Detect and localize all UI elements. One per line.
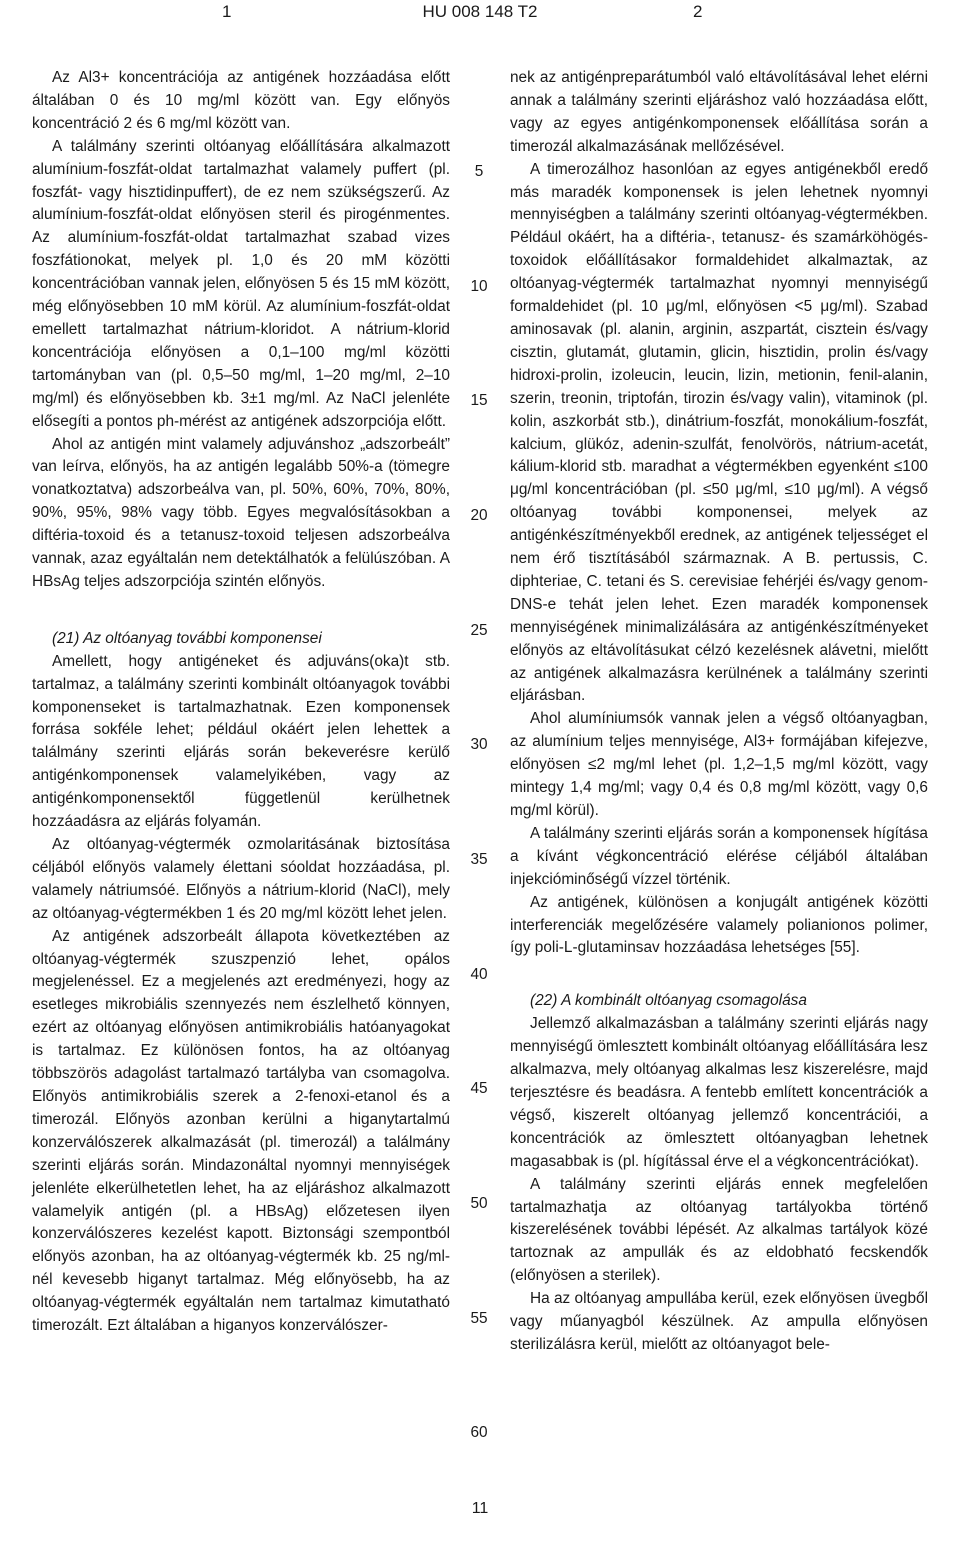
- line-number: 10: [470, 278, 488, 295]
- line-number: 60: [470, 1424, 488, 1441]
- paragraph: Az oltóanyag-végtermék ozmolaritásának biztosítása céljából előnyös valamely élettani sóoldat hozzáadása, pl. valamely nátriumsóé. Előnyös a nátrium-klorid (NaCl), mely az oltóanyag-végtermékben 1 és 20 mg/ml között lehet jelen.: [32, 836, 450, 922]
- header-left-page-number: 1: [222, 2, 232, 21]
- section-heading: (21) Az oltóanyag további komponensei: [52, 629, 322, 647]
- line-number: 40: [470, 966, 488, 983]
- line-number: 55: [470, 1310, 488, 1327]
- paragraph: Az antigének adszorbeált állapota következtében az oltóanyag-végtermék szuszpenzió lehet, opálos megjelenéssel. Ez a megjelenés azt eredményezi, hogy az esetleges mikrobiális szennyezés nem észlelhető könnyen, ezért az oltóanyag előnyösen antimikrobiális hatóanyagokat is tartalmaz. Ez különösen fontos, ha az oltóanyag többszörös adagolást tartalmazó tartályba van csomagolva. Előnyös antimikrobiális szerek a 2-fenoxi-etanol és a timerozál. Előnyös azonban kerülni a higanytartalmú konzerválószerek alkalmazását (pl. timerozál) a találmány szerinti eljárás során. Mindazonáltal nyomnyi mennyiségek jelenléte elkerülhetetlen lehet, ha az eljáráshoz alkalmazott valamelyik antigén (pl. a HBsAg) előzetesen ilyen konzerválószeres kezelést kapott. Biztonsági szempontból előnyös azonban, ha az oltóanyag-végtermék kb. 25 ng/ml-nél kevesebb higanyt tartalmaz. Még előnyösebb, ha az oltóanyag-végtermék egyáltalán nem tartalmaz kimutatható timerozált. Ezt általában a higanyos konzerválószer-: [32, 927, 450, 1335]
- page-number: 11: [471, 1500, 489, 1517]
- paragraph: A találmány szerinti oltóanyag előállítására alkalmazott alumínium-foszfát-oldat tartalmazhat valamely puffert (pl. foszfát- vagy hisztidinpuffert), de ez nem szükségszerű. Az alumínium-foszfát-oldat előnyösen steril és pirogénmentes. Az alumínium-foszfát-oldat tartalmazhat szabad vizes foszfátionokat, melyek pl. 1,0 és 20 mM közötti koncentrációban vannak jelen, előnyösen 5 és 15 mM között, még előnyösebben 10 mM körül. Az alumínium-foszfát-oldat emellett tartalmazhat nátrium-kloridot. A nátrium-klorid koncentrációja előnyösen a 0,1–100 mg/ml közötti tartományban van (pl. 0,5–50 mg/ml, 1–20 mg/ml, 2–10 mg/ml) és előnyösebben kb. 3±1 mg/ml. Az NaCl jelenléte elősegíti a pontos ph-mérést az antigének adszorpciója előtt.: [32, 137, 450, 430]
- line-number: 5: [474, 163, 484, 180]
- line-number: 25: [470, 622, 488, 639]
- section-spacer: [32, 594, 450, 628]
- line-number: 50: [470, 1195, 488, 1212]
- line-number: 35: [470, 851, 488, 868]
- paragraph: Amellett, hogy antigéneket és adjuváns(oka)t stb. tartalmaz, a találmány szerinti kombinált oltóanyagok további komponenseket is tartalmazhatnak. Ezen komponensek forrása sokféle lehet; például okáért jelen lehettek a találmány szerinti eljárás során bekeverésre kerülő antigénkomponensek valamelyikében, vagy az antigénkomponensektől függetlenül kerülhetnek hozzáadásra az eljárás folyamán.: [32, 652, 450, 831]
- section-spacer: [510, 960, 928, 990]
- line-number: 45: [470, 1080, 488, 1097]
- paragraph: Jellemző alkalmazásban a találmány szerinti eljárás nagy mennyiségű ömlesztett kombinált oltóanyag előállítására lesz alkalmazva, mely oltóanyag alkalmas lesz kiszerelésre, majd terjesztésre és beadásra. A fentebb említett koncentrációk a végső, kiszerelt oltóanyag jellemző koncentrációi, a koncentrációk az ömlesztett oltóanyagban lehetnek magasabbak is (pl. hígítással érve el a végkoncentrációkat).: [510, 1015, 928, 1170]
- paragraph: A timerozálhoz hasonlóan az egyes antigénekből eredő más maradék komponensek is jelen lehetnek nyomnyi mennyiségben a találmány szerinti oltóanyag-végtermékben. Például okáért, ha a diftéria-, tetanusz- és szamárköhögés-toxoidok előállításakor formaldehidet alkalmaztak, az oltóanyag-végtermék tartalmazhat nyomnyi mennyiségű formaldehidet (pl. 10 μg/ml, előnyösen <5 μg/ml). Szabad aminosavak (pl. alanin, arginin, aszpartát, cisztein és/vagy cisztin, glutamát, glutamin, glicin, hisztidin, prolin és/vagy hidroxi-prolin, izoleucin, leucin, lizin, metionin, fenil-alanin, szerin, treonin, triptofán, tirozin és/vagy valin), vitaminok (pl. kolin, aszkorbát stb.), dinátrium-foszfát, monokálium-foszfát, kalcium, glükóz, adenin-szulfát, fenolvörös, nátrium-acetát, kálium-klorid stb. maradhat a végtermékben egyenként ≤100 μg/ml koncentrációban (pl. ≤50 μg/ml, ≤10 μg/ml). A végső oltóanyag további komponensei, melyek az antigénkészítményekből erednek, az antigének teljességet el nem érő tisztításából származnak. A B. pertussis, C. diphteriae, C. tetani és S. cerevisiae fehérjéi és/vagy genom-DNS-e tehát jelen lehet. Ezen maradék komponensek mennyiségének minimalizálására az antigénkészítményeket előnyös az eltávolításukat célzó kezelésnek alávetni, mielőtt az antigének alkalmazásra kerülnének a találmány szerinti eljárásban.: [510, 160, 928, 705]
- paragraph: Ha az oltóanyag ampullába kerül, ezek előnyösen üvegből vagy műanyagból készülnek. Az ampulla előnyösen sterilizálásra kerül, mielőtt az oltóanyagot bele-: [510, 1290, 928, 1353]
- section-heading: (22) A kombinált oltóanyag csomagolása: [530, 992, 807, 1010]
- paragraph: A találmány szerinti eljárás ennek megfelelően tartalmazhatja az oltóanyag tartályokba történő kiszerelésének további lépését. Az alkalmas tartályok közé tartoznak az ampullák és az eldobható fecskendők (előnyösen a sterilek).: [510, 1175, 928, 1285]
- line-number: 30: [470, 736, 488, 753]
- paragraph-continuation: nek az antigénpreparátumból való eltávolításával lehet elérni annak a találmány szerinti eljáráshoz való hozzáadása előtt, vagy az egyes antigénkomponensek előállítása során a timerozál alkalmazásának mellőzésével.: [510, 69, 928, 155]
- header-document-id: HU 008 148 T2: [422, 2, 538, 21]
- left-text-column: [32, 67, 450, 1338]
- paragraph: A találmány szerinti eljárás során a komponensek hígítása a kívánt végkoncentráció elérése céljából általában injekcióminőségű vízzel történik.: [510, 824, 928, 888]
- paragraph: Az antigének, különösen a konjugált antigének közötti interferenciák megelőzésére valamely polianionos polimer, így poli-L-glutaminsav hozzáadása lehetséges [55].: [510, 893, 928, 957]
- paragraph: Ahol alumíniumsók vannak jelen a végső oltóanyagban, az alumínium teljes mennyisége, Al3+ formájában kifejezve, előnyösen ≤2 mg/ml lehet (pl. 1,2–1,5 mg/ml között, vagy mintegy 1,4 mg/ml; vagy 0,4 és 0,8 mg/ml között, vagy 0,6 mg/ml körül).: [510, 710, 928, 819]
- paragraph: Ahol az antigén mint valamely adjuvánshoz „adszorbeált” van leírva, előnyös, ha az antigén legalább 50%-a (tömegre vonatkoztatva) adszorbeálva van, pl. 50%, 60%, 70%, 80%, 90%, 95%, 98% vagy több. Egyes megvalósításokban a diftéria-toxoid és a tetanusz-toxoid teljesen adszorbeálva vannak, azaz egyáltalán nem detektálhatók a felülúszóban. A HBsAg teljes adszorpciója szintén előnyös.: [32, 435, 450, 590]
- paragraph: Az Al3+ koncentrációja az antigének hozzáadása előtt általában 0 és 10 mg/ml között van. Egy előnyös koncentráció 2 és 6 mg/ml között van.: [32, 69, 450, 132]
- line-number: 20: [470, 507, 488, 524]
- right-text-column: [510, 67, 928, 1357]
- header-right-page-number: 2: [693, 2, 703, 21]
- line-number: 15: [470, 392, 488, 409]
